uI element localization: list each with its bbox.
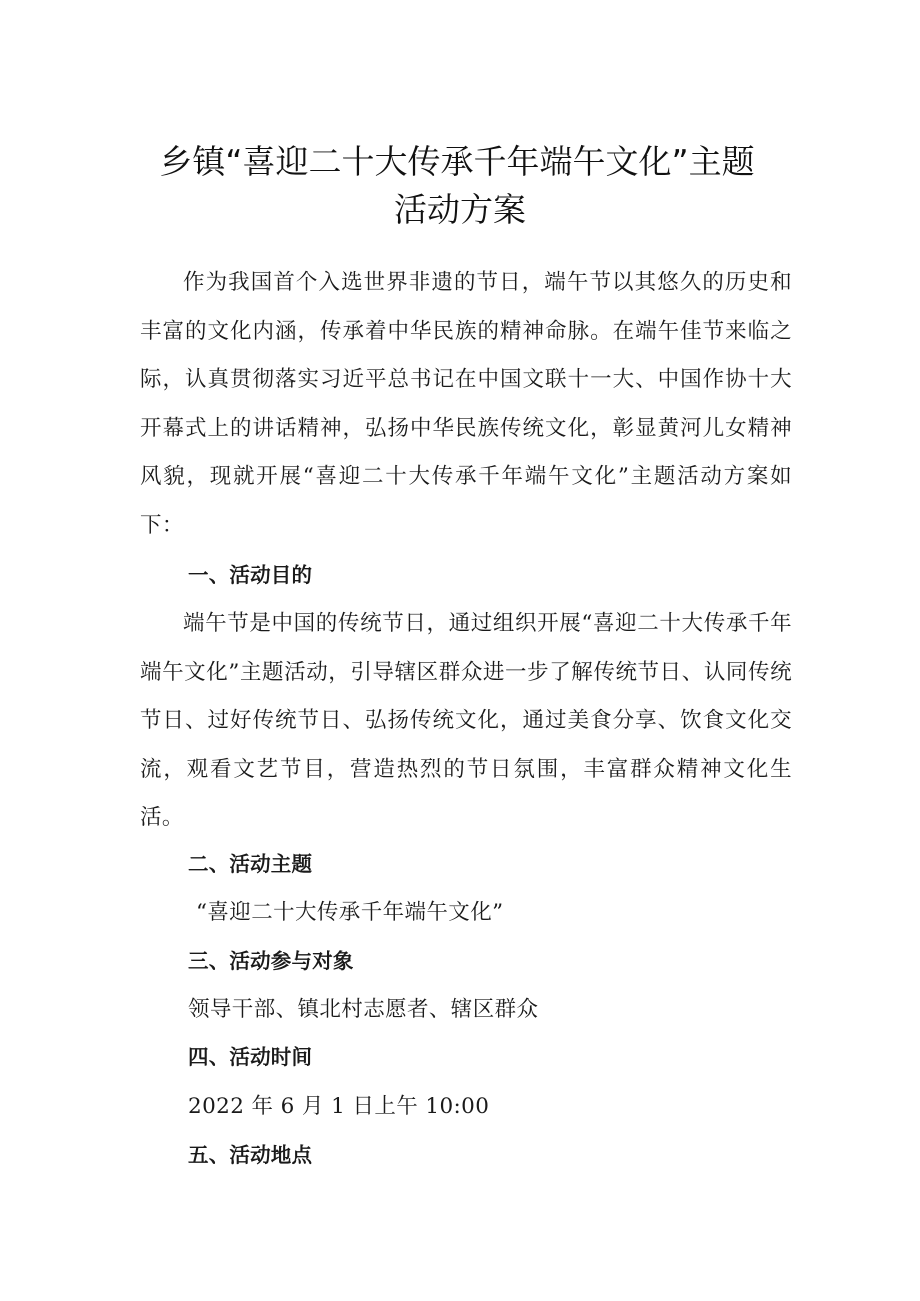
- section-heading-purpose: 一、活动目的: [188, 563, 313, 587]
- participants-text: 领导干部、镇北村志愿者、辖区群众: [188, 997, 539, 1022]
- time-text: 2022 年 6 月 1 日上午 10:00: [188, 1094, 490, 1119]
- document-title-line1: 乡镇“喜迎二十大传承千年端午文化”主题: [159, 142, 755, 181]
- purpose-paragraph: [140, 600, 792, 843]
- purpose-text: 端午节是中国的传统节日，通过组织开展“喜迎二十大传承千年端午文化”主题活动，引导辖区群众进一步了解传统节日、认同传统节日、过好传统节日、弘扬传统文化，通过美食分享、饮食文化交流，观看文艺节目，营造热烈的节日氛围，丰富群众精神文化生活。: [140, 611, 792, 831]
- document-title-line2: 活动方案: [394, 190, 526, 229]
- section-heading-participants: 三、活动参与对象: [188, 949, 354, 973]
- section-heading-theme: 二、活动主题: [188, 852, 313, 876]
- theme-text: “喜迎二十大传承千年端午文化”: [196, 900, 504, 925]
- section-heading-location: 五、活动地点: [188, 1143, 313, 1167]
- intro-paragraph: [140, 259, 792, 551]
- section-heading-time: 四、活动时间: [188, 1045, 313, 1069]
- intro-text: 作为我国首个入选世界非遗的节日，端午节以其悠久的历史和丰富的文化内涵，传承着中华民族的精神命脉。在端午佳节来临之际，认真贯彻落实习近平总书记在中国文联十一大、中国作协十大开幕式上的讲话精神，弘扬中华民族传统文化，彰显黄河儿女精神风貌，现就开展“喜迎二十大传承千年端午文化”主题活动方案如下：: [140, 270, 792, 538]
